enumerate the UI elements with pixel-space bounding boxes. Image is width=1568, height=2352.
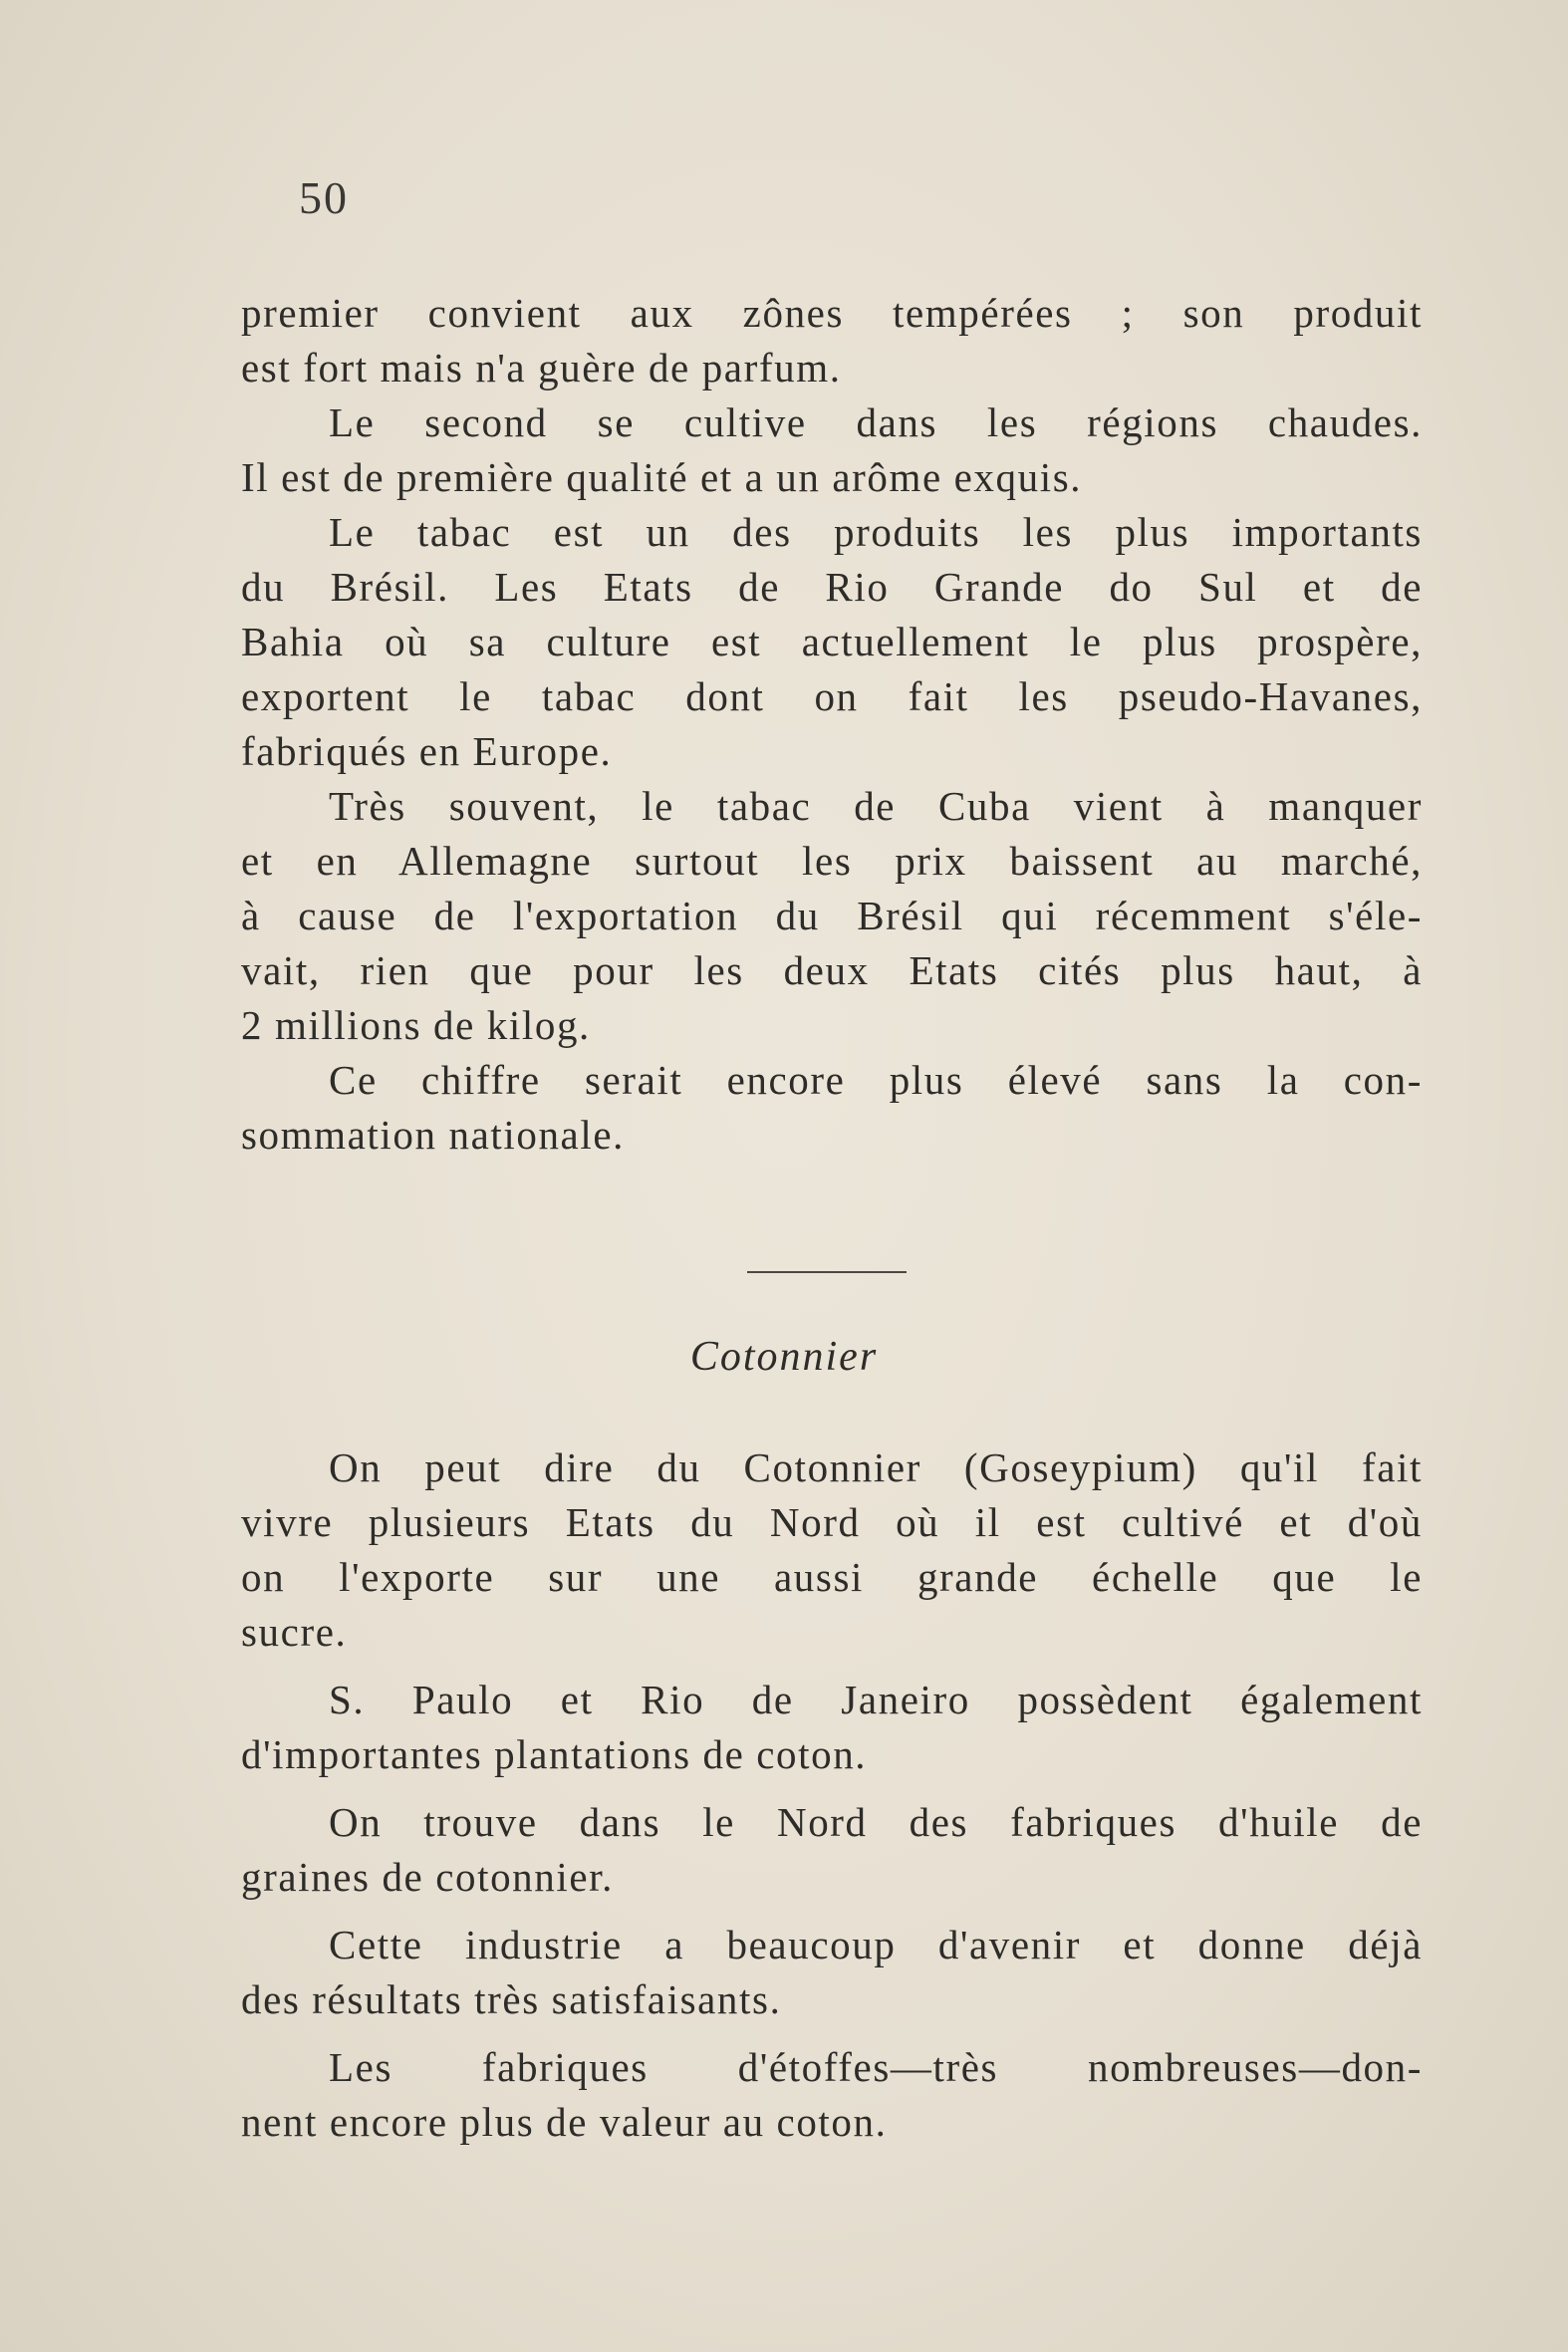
text-line: à cause de l'exportation du Brésil qui récemment s'éle- bbox=[241, 893, 1423, 938]
section-divider bbox=[747, 1271, 907, 1273]
text-line: est fort mais n'a guère de parfum. bbox=[241, 345, 842, 391]
text-line: vivre plusieurs Etats du Nord où il est cultivé et d'où bbox=[241, 1499, 1423, 1545]
text-line: des résultats très satisfaisants. bbox=[241, 1976, 782, 2022]
text-line: Cette industrie a beaucoup d'avenir et donne déjà bbox=[329, 1922, 1423, 1967]
text-line: S. Paulo et Rio de Janeiro possèdent également bbox=[329, 1677, 1423, 1722]
text-line: nent encore plus de valeur au coton. bbox=[241, 2099, 888, 2145]
text-line: Ce chiffre serait encore plus élevé sans la con- bbox=[329, 1057, 1423, 1103]
text-line: exportent le tabac dont on fait les pseudo-Havanes, bbox=[241, 673, 1423, 719]
text-line: sucre. bbox=[241, 1609, 348, 1655]
text-line: Bahia où sa culture est actuellement le plus prospère, bbox=[241, 619, 1423, 664]
text-line: On trouve dans le Nord des fabriques d'huile de bbox=[329, 1799, 1423, 1845]
body-text-tabac bbox=[241, 286, 1423, 1163]
text-line: et en Allemagne surtout les prix baissent au marché, bbox=[241, 838, 1423, 884]
text-line: 2 millions de kilog. bbox=[241, 1002, 591, 1048]
section-title: Cotonnier bbox=[689, 1334, 879, 1380]
text-line: du Brésil. Les Etats de Rio Grande do Sul et de bbox=[241, 564, 1423, 610]
text-line: Il est de première qualité et a un arôme exquis. bbox=[241, 454, 1083, 500]
body-text-cotonnier bbox=[241, 1440, 1423, 2150]
text-line: sommation nationale. bbox=[241, 1112, 625, 1158]
text-line: Le tabac est un des produits les plus importants bbox=[329, 509, 1423, 555]
page-number: 50 bbox=[299, 172, 349, 223]
text-line: d'importantes plantations de coton. bbox=[241, 1731, 868, 1777]
text-line: graines de cotonnier. bbox=[241, 1854, 615, 1900]
text-line: On peut dire du Cotonnier (Goseypium) qu'il fait bbox=[329, 1444, 1423, 1490]
text-line: premier convient aux zônes tempérées ; son produit bbox=[241, 290, 1423, 336]
text-line: fabriqués en Europe. bbox=[241, 728, 613, 774]
text-line: on l'exporte sur une aussi grande échelle que le bbox=[241, 1554, 1423, 1600]
text-line: vait, rien que pour les deux Etats cités plus haut, à bbox=[241, 947, 1423, 993]
text-line: Très souvent, le tabac de Cuba vient à manquer bbox=[329, 783, 1423, 829]
text-line: Les fabriques d'étoffes—très nombreuses—don- bbox=[329, 2044, 1423, 2090]
text-line: Le second se cultive dans les régions chaudes. bbox=[329, 399, 1423, 445]
